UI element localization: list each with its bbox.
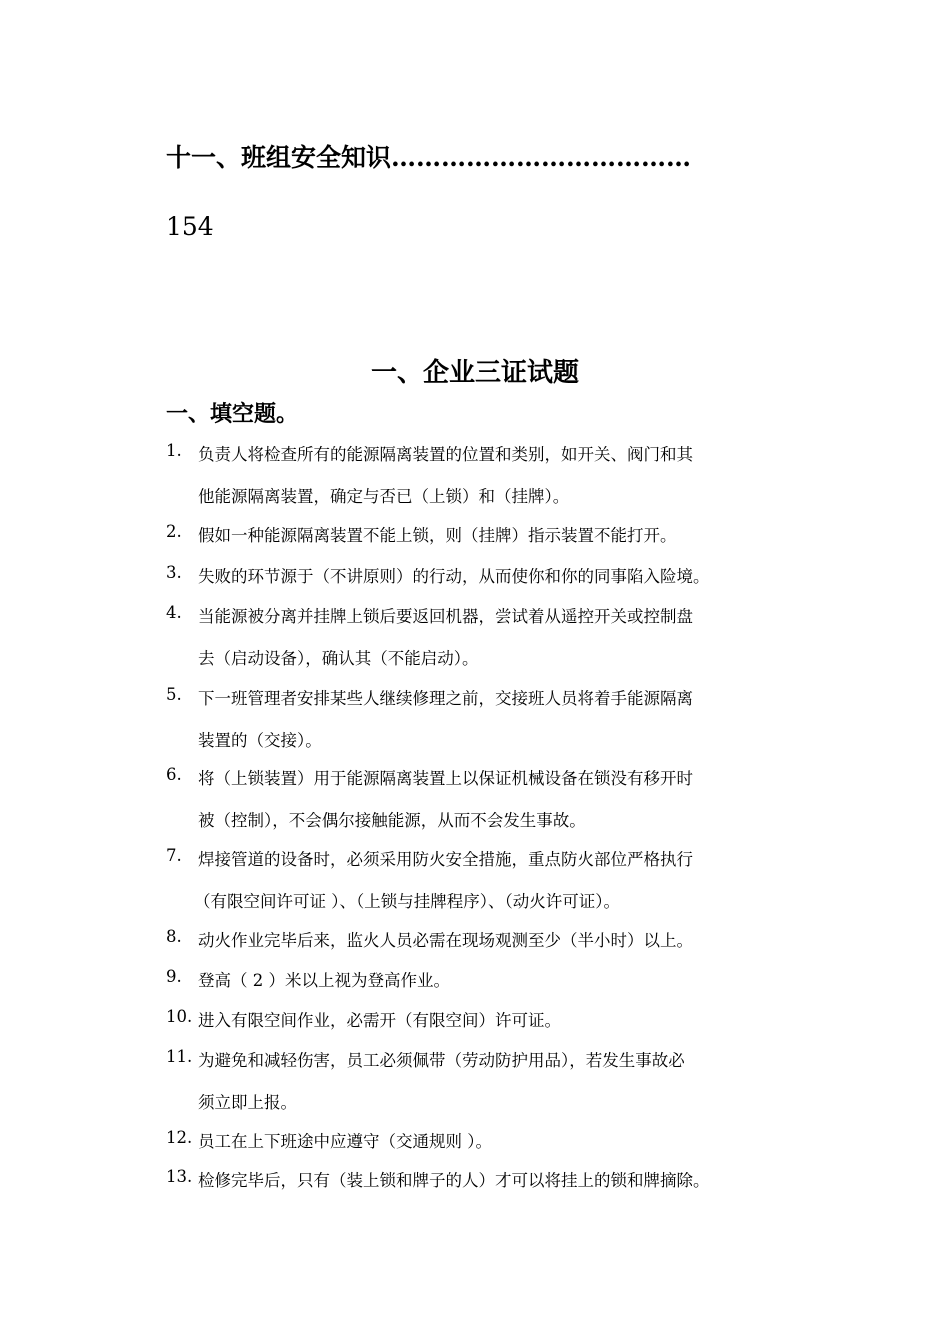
question-text: 动火作业完毕后来，监火人员必需在现场观测至少（半小时）以上。 [198,931,693,950]
question-text: 须立即上报。 [198,1093,297,1112]
question-text: 被（控制），不会偶尔接触能源，从而不会发生事故。 [198,811,586,830]
chapter-title: 一、企业三证试题 [370,358,579,388]
question-number: 7. [166,846,182,865]
question-number: 9. [166,967,182,986]
question-text: 员工在上下班途中应遵守（交通规则 ）。 [198,1132,492,1151]
toc-page-number: 154 [166,212,214,241]
question-text: 装置的（交接）。 [198,731,322,750]
question-text: 假如一种能源隔离装置不能上锁，则（挂牌）指示装置不能打开。 [198,526,677,545]
question-number: 13. [166,1167,193,1186]
question-number: 12. [166,1128,193,1147]
question-text: 进入有限空间作业，必需开（有限空间）许可证。 [198,1011,561,1030]
question-number: 5. [166,685,182,704]
question-text: 焊接管道的设备时，必须采用防火安全措施，重点防火部位严格执行 [198,850,693,869]
question-text: 失败的环节源于（不讲原则）的行动，从而使你和你的同事陷入险境。 [198,567,710,586]
question-text: 当能源被分离并挂牌上锁后要返回机器，尝试着从遥控开关或控制盘 [198,607,693,626]
question-number: 2. [166,522,182,541]
question-number: 8. [166,927,182,946]
question-text: 他能源隔离装置，确定与否已（上锁）和（挂牌）。 [198,487,570,506]
question-number: 10. [166,1007,193,1026]
question-number: 1. [166,441,182,460]
section-title: 一、填空题。 [166,401,299,427]
question-number: 11. [166,1047,193,1066]
question-text: （有限空间许可证 ）、（上锁与挂牌程序）、（动火许可证）。 [194,892,620,911]
question-text: 去（启动设备），确认其（不能启动）。 [198,649,479,668]
question-text: 为避免和减轻伤害，员工必须佩带（劳动防护用品），若发生事故必 [198,1051,685,1070]
question-text: 下一班管理者安排某些人继续修理之前，交接班人员将着手能源隔离 [198,689,693,708]
question-text: 负责人将检查所有的能源隔离装置的位置和类别，如开关、阀门和其 [198,445,693,464]
question-text: 将（上锁装置）用于能源隔离装置上以保证机械设备在锁没有移开时 [198,769,693,788]
question-number: 3. [166,563,182,582]
question-text: 登高（ 2 ）米以上视为登高作业。 [198,971,450,990]
question-number: 6. [166,765,182,784]
toc-entry: 十一、班组安全知识……………………………… [166,143,692,172]
question-number: 4. [166,603,182,622]
question-text: 检修完毕后，只有（装上锁和牌子的人）才可以将挂上的锁和牌摘除。 [198,1171,710,1190]
